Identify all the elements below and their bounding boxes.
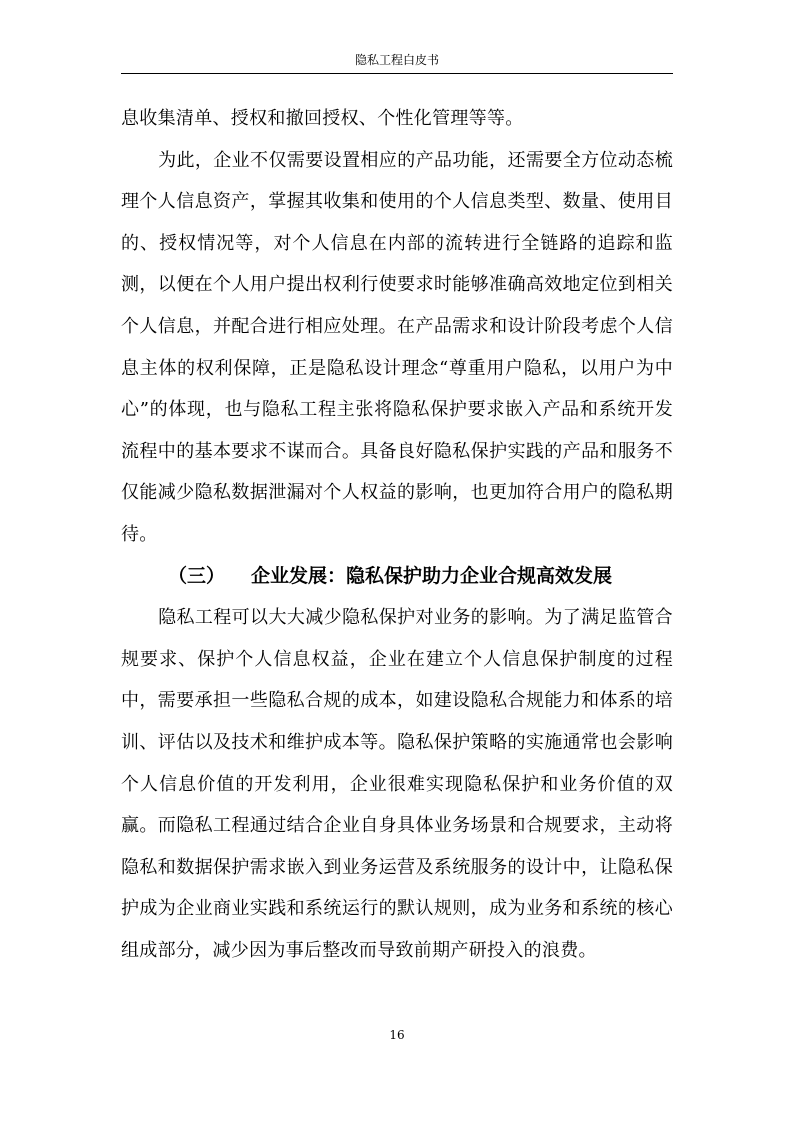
header-divider (121, 73, 673, 74)
page-body (121, 98, 673, 971)
paragraph-text: 为此，企业不仅需要设置相应的产品功能，还需要全方位动态梳理个人信息资产，掌握其收集和使用的个人信息类型、数量、使用目的、授权情况等，对个人信息在内部的流转进行全链路的追踪和监测，以便在个人用户提出权利行使要求时能够准确高效地定位到相关个人信息，并配合进行相应处理。在产品需求和设计阶段考虑个人信息主体的权利保障，正是隐私设计理念“尊重用户隐私，以用户为中心”的体现，也与隐私工程主张将隐私保护要求嵌入产品和系统开发流程中的基本要求不谋而合。具备良好隐私保护实践的产品和服务不仅能减少隐私数据泄漏对个人权益的影响，也更加符合用户的隐私期待。 (121, 149, 673, 545)
page-number: 16 (389, 1028, 405, 1042)
section-paragraph (121, 597, 673, 971)
paragraph-text: 为了满足监管合规要求、保护个人信息权益，企业在建立个人信息保护制度的过程中，需要承担一些隐私合规的成本，如建设隐私合规能力和体系的培训、评估以及技术和维护成本等。隐私保护策略的实施通常也会影响个人信息价值的开发利用，企业很难实现隐私保护和业务价值的双赢。而隐私工程通过结合企业自身具体业务场景和合规要求，主动将隐私和数据保护需求嵌入到业务运营及系统服务的设计中，让隐私保护成为企业商业实践和系统运行的默认规则，成为业务和系统的核心组成部分，减少因为事后整改而导致前期产研投入的浪费。 (121, 607, 673, 961)
paragraph (121, 140, 673, 556)
paragraph-text: 息收集清单、授权和撤回授权、个性化管理等等。 (121, 108, 524, 129)
lead-sentence: 隐私工程可以大大减少隐私保护对业务的影响。 (158, 607, 545, 629)
section-heading (121, 556, 673, 598)
section-title: 企业发展：隐私保护助力企业合规高效发展 (251, 564, 613, 587)
section-number: （三） (168, 564, 226, 587)
running-header: 隐私工程白皮书 (354, 53, 439, 67)
continued-paragraph (121, 98, 673, 140)
